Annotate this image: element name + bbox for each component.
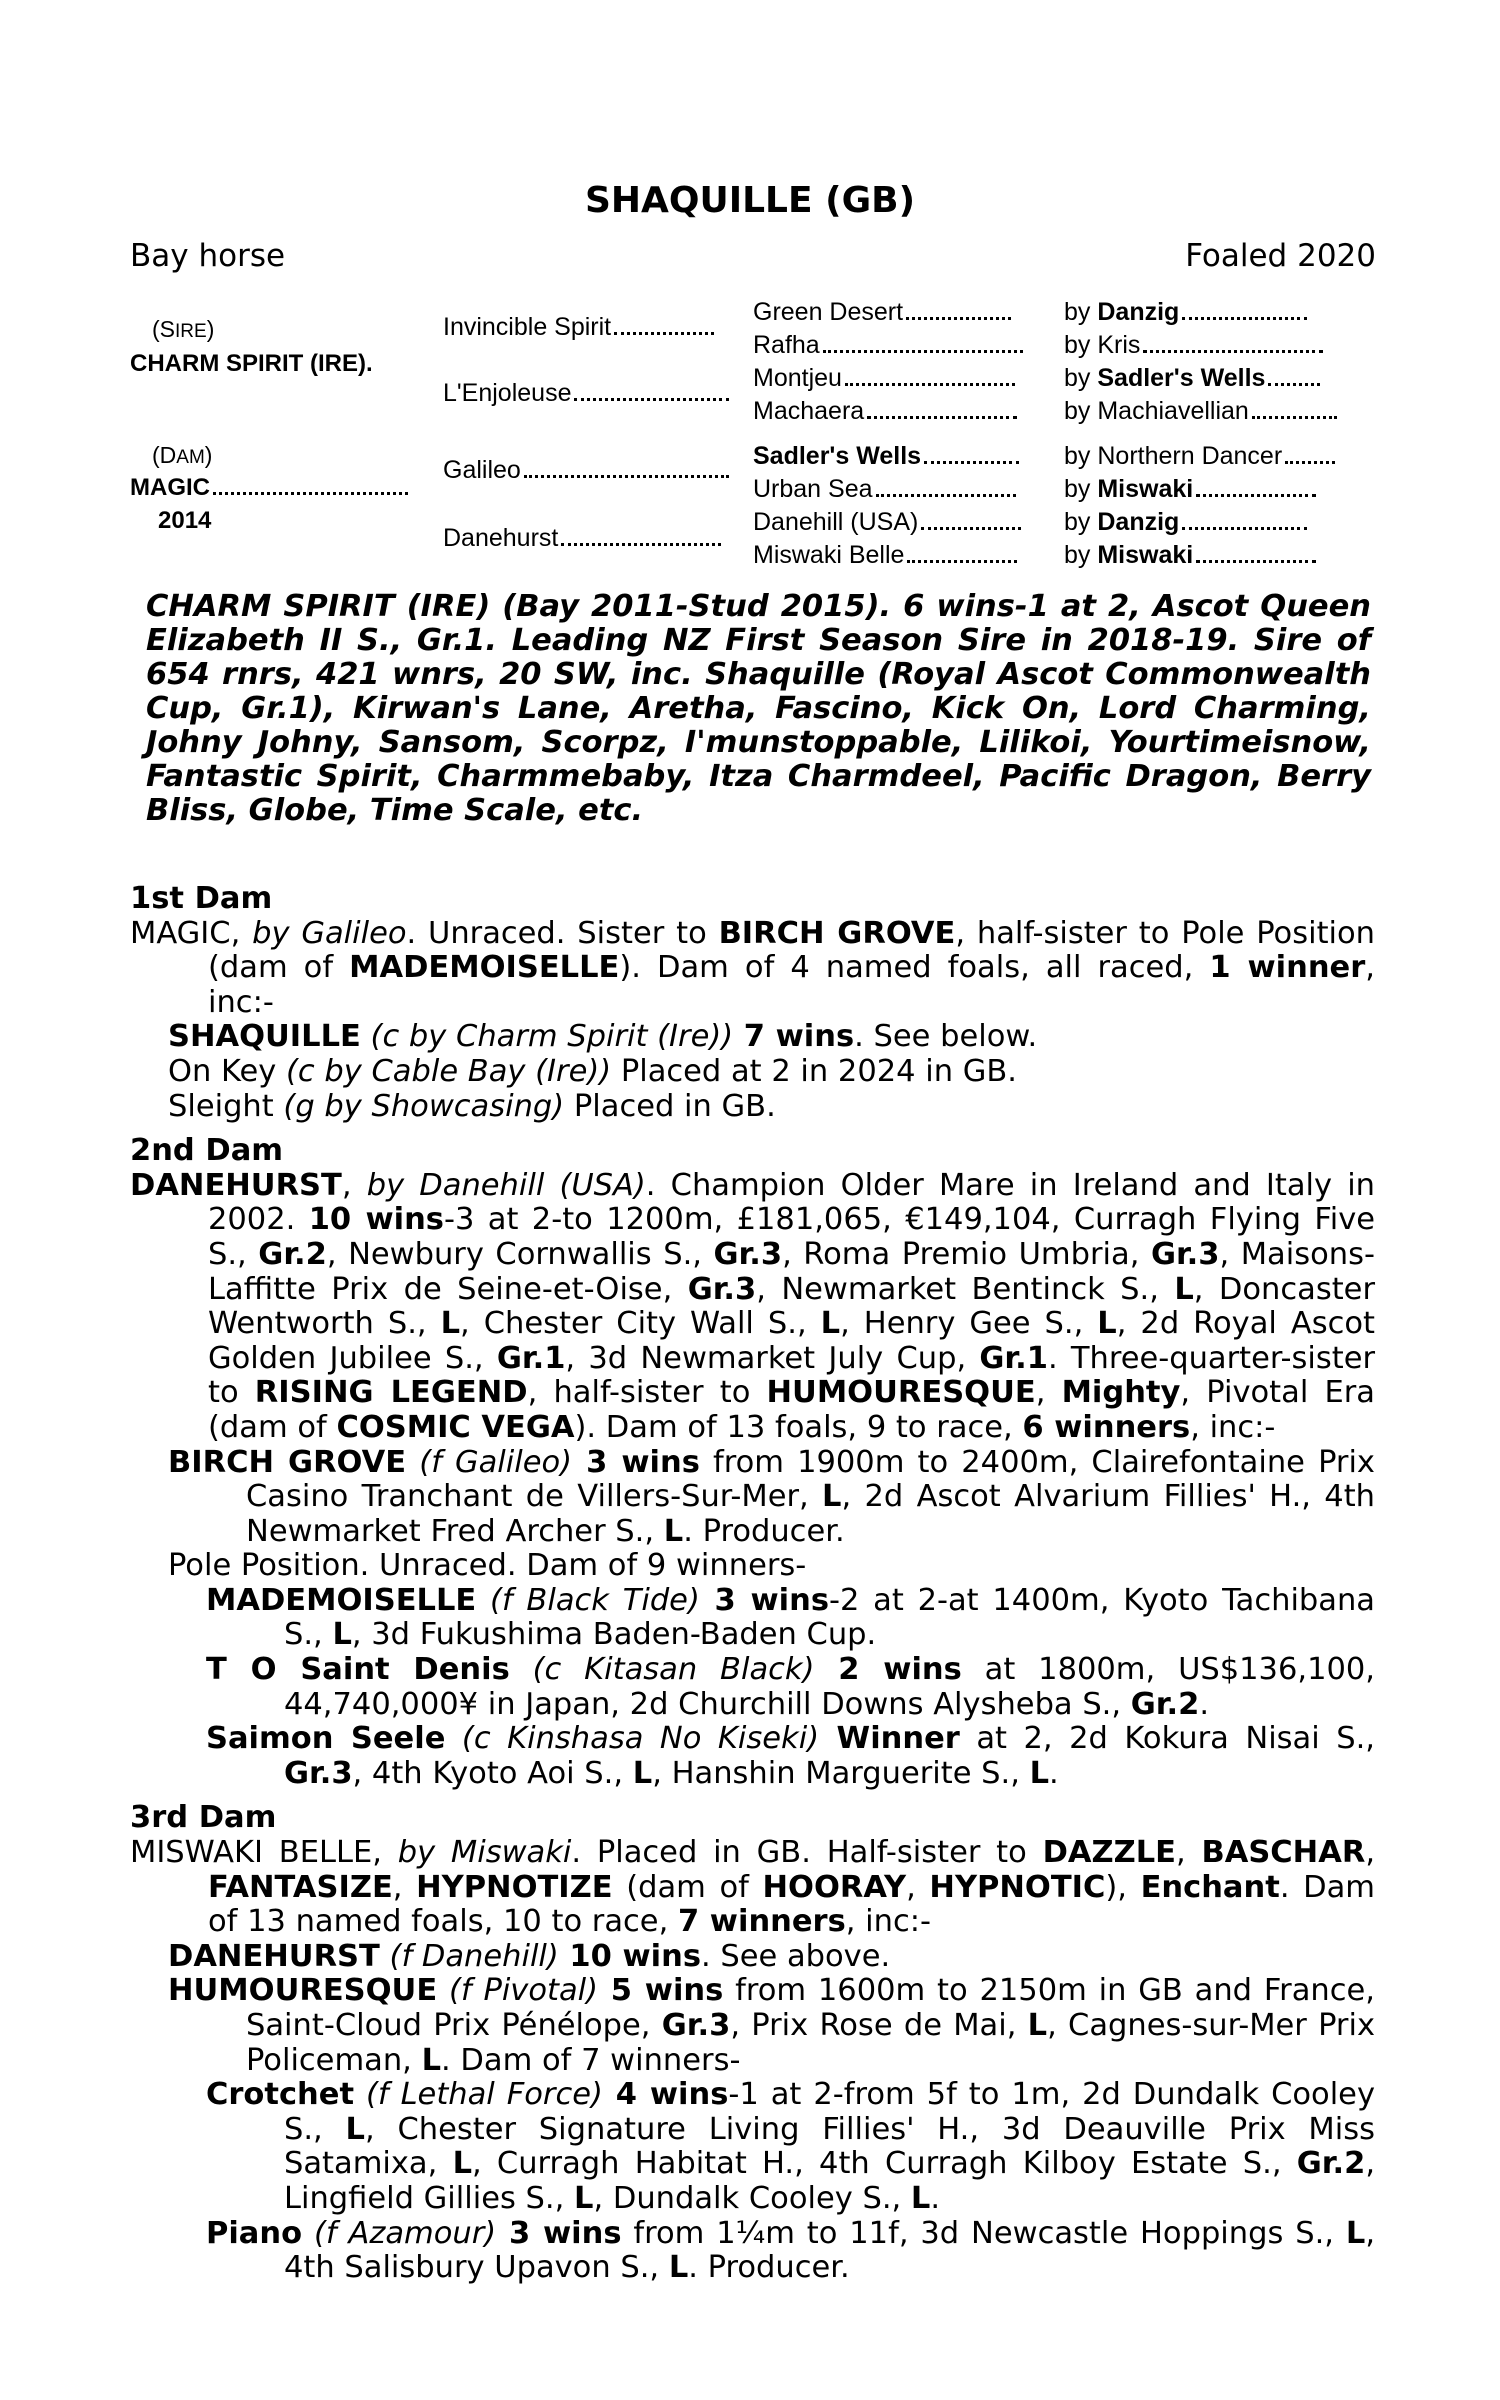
ped-g3-3: by Machiavellian — [1064, 397, 1337, 426]
ped-g1-3: Danehurst — [443, 524, 721, 553]
produce-sleight: Sleight (g by Showcasing) Placed in GB. — [168, 1088, 776, 1124]
section-2nd-dam: 2nd Dam — [130, 1133, 284, 1169]
foaled-year: Foaled 2020 — [1185, 238, 1376, 274]
sire-role-label: (SIRE) — [152, 316, 215, 342]
produce-pole-position: Pole Position. Unraced. Dam of 9 winners- — [168, 1548, 807, 1584]
ped-g3-4: by Northern Dancer — [1064, 442, 1335, 471]
produce-saimon-seele: Saimon Seele (c Kinshasa No Kiseki) Winner at 2, 2d Kokura Nisai S., Gr.3, 4th Kyoto Aoi S., L, Hanshin Marguerite S., L. — [206, 1721, 1375, 1791]
ped-g2-7: Miswaki Belle — [753, 541, 1017, 570]
ped-g3-1: by Kris — [1064, 331, 1323, 360]
produce-mademoiselle: MADEMOISELLE (f Black Tide) 3 wins-2 at 2-at 1400m, Kyoto Tachibana S., L, 3d Fukushima Baden-Baden Cup. — [206, 1582, 1375, 1653]
first-dam-entry: MAGIC, by Galileo. Unraced. Sister to BIRCH GROVE, half-sister to Pole Position (dam of MADEMOISELLE). Dam of 4 named foals, all raced, 1 winner, inc:- — [130, 915, 1376, 1020]
third-dam-entry: MISWAKI BELLE, by Miswaki. Placed in GB. Half-sister to DAZZLE, BASCHAR, FANTASIZE, HYPNOTIZE (dam of HOORAY, HYPNOTIC), Enchant. Dam of 13 named foals, 10 to race, 7 winners, inc:- — [130, 1835, 1376, 1940]
sire-name: CHARM SPIRIT (IRE). — [130, 350, 373, 377]
ped-g2-5: Urban Sea — [753, 475, 1016, 504]
ped-g2-6: Danehill (USA) — [753, 508, 1021, 537]
ped-g2-1: Rafha — [753, 331, 1023, 360]
ped-g3-6: by Danzig — [1064, 508, 1307, 537]
second-dam-entry: DANEHURST, by Danehill (USA). Champion Older Mare in Ireland and Italy in 2002. 10 wins-3 at 2-to 1200m, £181,065, €149,104, Curragh Flying Five S., Gr.2, Newbury Cornwallis S., Gr.3, Roma Premio Umbria, Gr.3, Maisons-Laffitte Prix de Seine-et-Oise, Gr.3, Newmarket Bentinck S., L, Doncaster Wentworth S., L, Chester City Wall S., L, Henry Gee S., L, 2d Royal Ascot Golden Jubilee S., Gr.1, 3d Newmarket July Cup, Gr.1. Three-quarter-sister to RISING LEGEND, half-sister to HUMOURESQUE, Mighty, Pivotal Era (dam of COSMIC VEGA). Dam of 13 foals, 9 to race, 6 winners, inc:- — [130, 1167, 1376, 1445]
ped-g2-3: Machaera — [753, 397, 1017, 426]
family-text — [130, 882, 1375, 2286]
ped-g3-2: by Sadler's Wells — [1064, 364, 1320, 393]
produce-danehurst: DANEHURST (f Danehill) 10 wins. See above. — [168, 1938, 891, 1974]
section-1st-dam: 1st Dam — [130, 881, 273, 916]
dam-name: MAGIC — [130, 474, 408, 502]
produce-t-o-saint-denis: T O Saint Denis (c Kitasan Black) 2 wins at 1800m, US$136,100, 44,740,000¥ in Japan, 2d Churchill Downs Alysheba S., Gr.2. — [206, 1652, 1375, 1722]
produce-humouresque: HUMOURESQUE (f Pivotal) 5 wins from 1600m to 2150m in GB and France, Saint-Cloud Prix Pénélope, Gr.3, Prix Rose de Mai, L, Cagnes-sur-Mer Prix Policeman, L. Dam of 7 winners- — [168, 1973, 1375, 2078]
ped-g3-5: by Miswaki — [1064, 475, 1316, 504]
ped-g2-4: Sadler's Wells — [753, 442, 1019, 471]
ped-g2-0: Green Desert — [753, 298, 1011, 327]
produce-on-key: On Key (c by Cable Bay (Ire)) Placed at 2 in 2024 in GB. — [168, 1053, 1017, 1089]
section-3rd-dam: 3rd Dam — [130, 1800, 277, 1836]
ped-g3-0: by Danzig — [1064, 298, 1307, 327]
horse-title: SHAQUILLE (GB) — [584, 180, 916, 221]
produce-shaquille: SHAQUILLE (c by Charm Spirit (Ire)) 7 wins. See below. — [168, 1019, 1038, 1055]
ped-g1-0: Invincible Spirit — [443, 313, 714, 342]
horse-colour: Bay horse — [130, 238, 286, 274]
produce-crotchet: Crotchet (f Lethal Force) 4 wins-1 at 2-from 5f to 1m, 2d Dundalk Cooley S., L, Chester Signature Living Fillies' H., 3d Deauville Prix Miss Satamixa, L, Curragh Habitat H., 4th Curragh Kilboy Estate S., Gr.2, Lingfield Gillies S., L, Dundalk Cooley S., L. — [206, 2077, 1376, 2216]
produce-birch-grove: BIRCH GROVE (f Galileo) 3 wins from 1900m to 2400m, Clairefontaine Prix Casino Tranchant de Villers-Sur-Mer, L, 2d Ascot Alvarium Fillies' H., 4th Newmarket Fred Archer S., L. Producer. — [168, 1444, 1376, 1549]
dam-year: 2014 — [158, 507, 212, 534]
ped-g1-1: L'Enjoleuse — [443, 379, 729, 408]
dam-role-label: (DAM) — [152, 442, 213, 468]
ped-g1-2: Galileo — [443, 456, 729, 485]
ped-g3-7: by Miswaki — [1064, 541, 1316, 570]
produce-piano: Piano (f Azamour) 3 wins from 1¼m to 11f, 3d Newcastle Hoppings S., L, 4th Salisbury Upavon S., L. Producer. — [206, 2215, 1376, 2286]
ped-g2-2: Montjeu — [753, 364, 1015, 393]
sire-summary: CHARM SPIRIT (IRE) (Bay 2011-Stud 2015). 6 wins-1 at 2, Ascot Queen Elizabeth II S., Gr.1. Leading NZ First Season Sire in 2018-19. Sire of 654 rnrs, 421 wnrs, 20 SW, inc. Shaquille (Royal Ascot Commonwealth Cup, Gr.1), Kirwan's Lane, Aretha, Fascino, Kick On, Lord Charming, Johny Johny, Sansom, Scorpz, I'munstoppable, Lilikoi, Yourtimeisnow, Fantastic Spirit, Charmmebaby, Itza Charmdeel, Pacific Dragon, Berry Bliss, Globe, Time Scale, etc. — [146, 589, 1371, 828]
